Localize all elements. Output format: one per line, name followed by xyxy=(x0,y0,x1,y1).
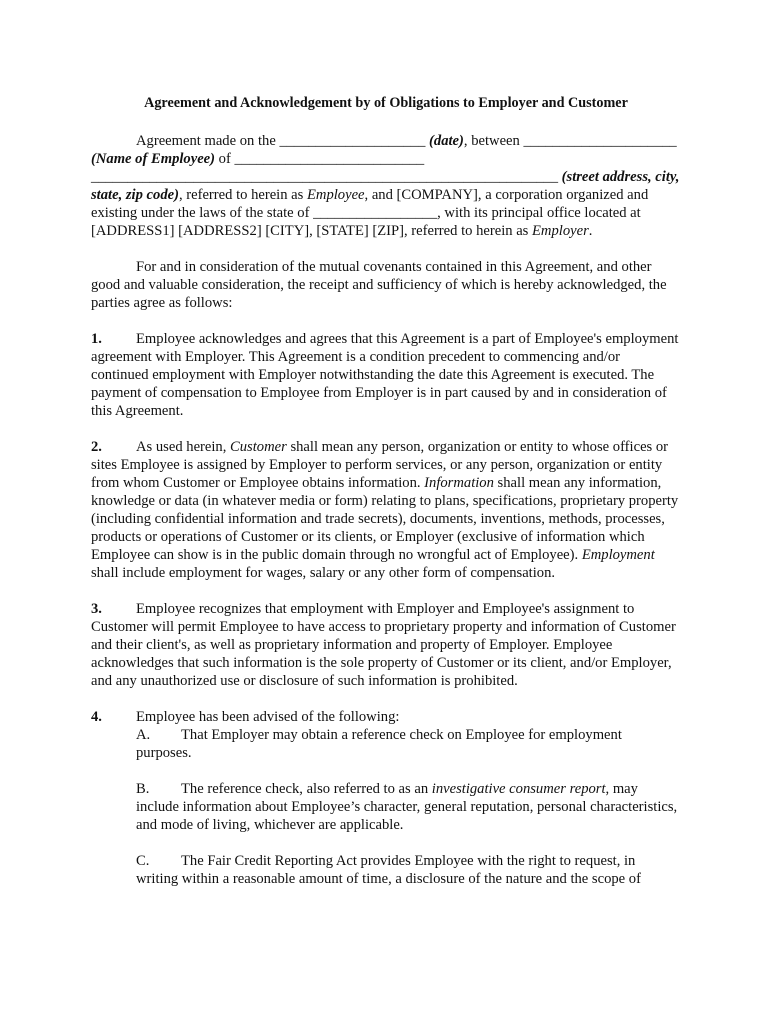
section-3 xyxy=(91,600,681,690)
item-a-label: A. xyxy=(136,727,151,743)
item-b-text-2: , may include information about Employee’s character, general reputation, personal characteristics, and mode of living, whichever are applicable. xyxy=(136,781,678,833)
consideration-paragraph: For and in consideration of the mutual covenants contained in this Agreement, and other good and valuable consideration, the receipt and sufficiency of which is hereby acknowledged, the parties agree as follows: xyxy=(91,259,667,311)
section-4-lead: Employee has been advised of the following: xyxy=(136,709,400,725)
section-4-item-c xyxy=(136,852,681,888)
section-2-continuation: shall include employment for wages, salary or any other form of compensation. xyxy=(91,565,556,581)
section-3-text: Employee recognizes that employment with Employer and Employee's assignment to Customer will permit Employee to have access to proprietary property and information of Customer and their client's, as well as proprietary information and property of Employer. Employee acknowledges that such information is the sole property of Customer or its client, and/or Employer, and any unauthorized use or disclosure of such information is prohibited. xyxy=(91,601,676,689)
intro-text-5: , and [COMPANY], a corporation organized and existing under the laws of the state of _________________, with its principal office located at [ADDRESS1] [ADDRESS2] [CITY], [STATE] [ZIP], referred to herein as xyxy=(91,187,649,239)
date-field-label: (date) xyxy=(429,133,464,149)
section-3-number: 3. xyxy=(91,601,102,617)
section-4-item-b xyxy=(136,780,681,834)
section-4-item-a xyxy=(136,726,681,762)
section-2-text-3: shall mean any information, knowledge or data (in whatever media or form) relating to plans, specifications, proprietary property (including confidential information and trade secrets), documents, inventions, methods, processes, products or operations of Customer or its clients, or Employer (exclusive of information which Employee can show is in the public domain through no wrongful act of Employee). xyxy=(91,475,679,563)
employment-term: Employment xyxy=(581,547,655,563)
section-2-text-1: As used herein, xyxy=(136,439,231,455)
street-blank: ________________________________________________________________ xyxy=(91,169,562,185)
employee-name-blank: _____________________ xyxy=(523,133,677,149)
information-term: Information xyxy=(424,475,494,491)
section-2-paragraph xyxy=(91,438,681,564)
section-4 xyxy=(91,708,681,888)
section-2 xyxy=(91,438,681,582)
item-b-text-1: The reference check, also referred to as an xyxy=(181,781,432,797)
employer-term: Employer xyxy=(532,223,589,239)
intro-text-6: . xyxy=(588,223,593,239)
investigative-report-term: investigative consumer report xyxy=(431,781,606,797)
section-2-number: 2. xyxy=(91,439,102,455)
intro-text-3: of __________________________ xyxy=(215,151,425,167)
section-2-text-2: shall mean any person, organization or entity to whose offices or sites Employee is assigned by Employer to perform services, or any person, organization or entity from whom Customer or Employee obtains information. xyxy=(91,439,669,491)
section-4-number: 4. xyxy=(91,709,102,725)
document-title: Agreement and Acknowledgement by of Obligations to Employer and Customer xyxy=(144,95,628,111)
employee-term: Employee xyxy=(306,187,365,203)
intro-paragraph xyxy=(91,132,681,240)
street-address-label: (street address, city, state, zip code) xyxy=(91,169,680,203)
section-1-text: Employee acknowledges and agrees that this Agreement is a part of Employee's employment agreement with Employer. This Agreement is a condition precedent to commencing and/or continued employment with Employer notwithstanding the date this Agreement is executed. The payment of compensation to Employee from Employer is in part caused by and in consideration of this Agreement. xyxy=(91,331,679,419)
item-c-text: The Fair Credit Reporting Act provides Employee with the right to request, in writing within a reasonable amount of time, a disclosure of the nature and the scope of xyxy=(136,853,641,887)
customer-term: Customer xyxy=(230,439,287,455)
intro-text-1: Agreement made on the ____________________ xyxy=(136,133,430,149)
item-a-text: That Employer may obtain a reference check on Employee for employment purposes. xyxy=(136,727,622,761)
section-4-body xyxy=(136,708,681,888)
employee-name-label: (Name of Employee) xyxy=(91,151,216,167)
intro-text-2: , between xyxy=(463,133,520,149)
item-c-label: C. xyxy=(136,853,150,869)
section-1 xyxy=(91,330,681,420)
section-1-number: 1. xyxy=(91,331,102,347)
document-body xyxy=(91,94,681,888)
intro-text-4: , referred to herein as xyxy=(178,187,307,203)
item-b-label: B. xyxy=(136,781,150,797)
